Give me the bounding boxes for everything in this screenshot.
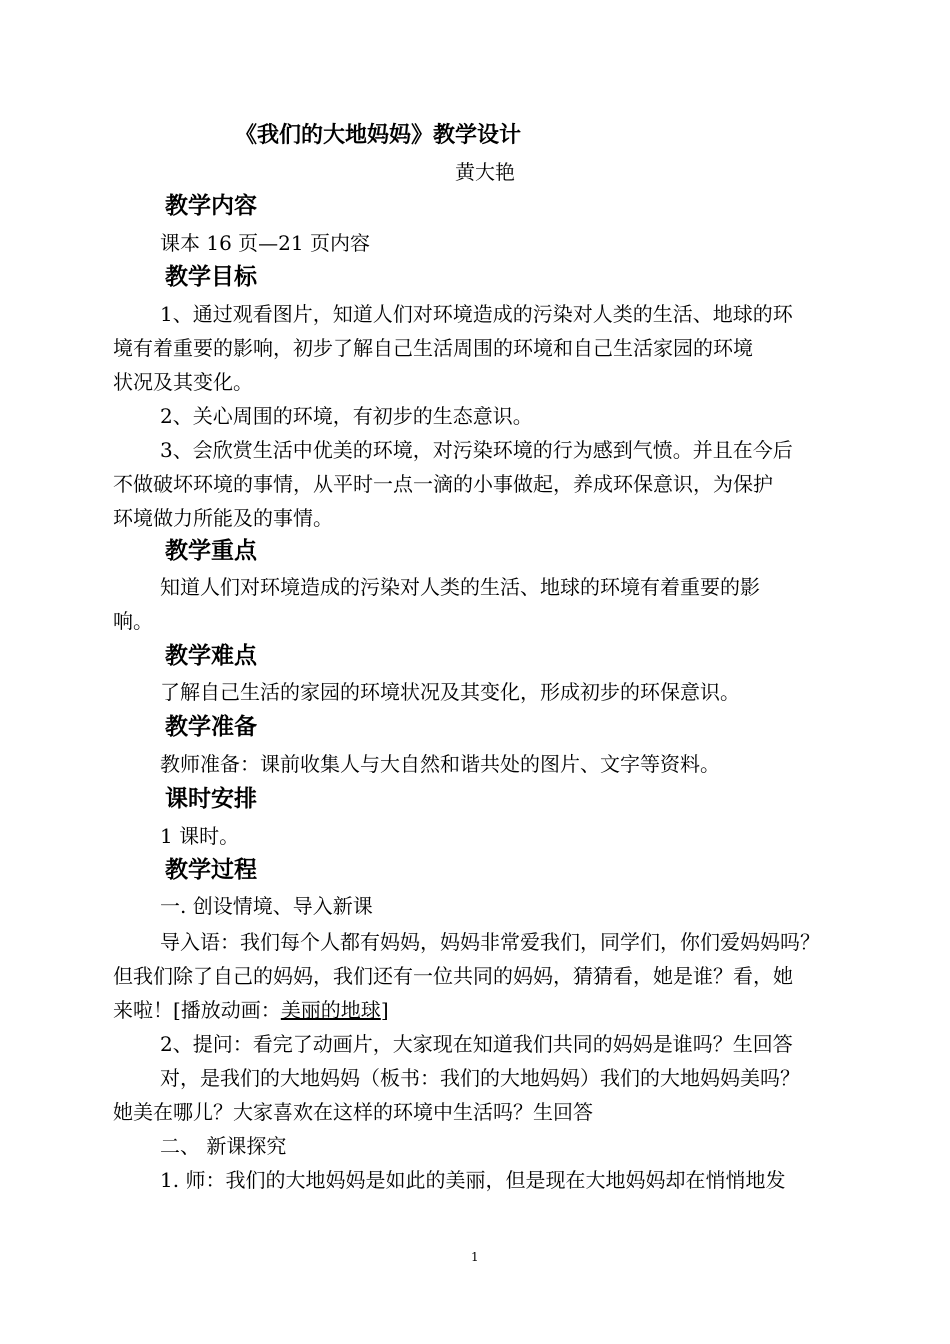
author-name: 黄大艳 [455,160,515,184]
schedule-text: 1 课时。 [160,824,240,848]
document-title: 《我们的大地妈妈》教学设计 [235,123,522,148]
goal-line: 状况及其变化。 [113,370,253,394]
focus-line: 响。 [113,609,153,633]
process-line-prefix: 来啦！[播放动画： [113,998,281,1022]
animation-link[interactable]: 美丽的地球 [280,998,381,1022]
process-line: 导入语：我们每个人都有妈妈，妈妈非常爱我们，同学们，你们爱妈妈吗？ [160,930,820,954]
section-heading-preparation: 教学准备 [165,714,257,740]
goal-line: 环境做力所能及的事情。 [113,506,333,530]
focus-line: 知道人们对环境造成的污染对人类的生活、地球的环境有着重要的影 [160,575,760,599]
goal-line: 境有着重要的影响，初步了解自己生活周围的环境和自己生活家园的环境 [113,336,753,360]
process-line: 二、 新课探究 [160,1134,287,1158]
section-heading-content: 教学内容 [165,193,257,219]
process-line: 她美在哪儿？大家喜欢在这样的环境中生活吗？生回答 [113,1100,593,1124]
section-heading-focus: 教学重点 [165,538,257,564]
section-heading-process: 教学过程 [165,857,257,883]
goal-line: 2、关心周围的环境，有初步的生态意识。 [160,404,533,428]
process-line: 一. 创设情境、导入新课 [160,894,373,918]
section-heading-goals: 教学目标 [165,264,257,290]
content-text: 课本 16 页—21 页内容 [160,231,370,255]
process-line-suffix: ] [380,998,389,1022]
section-heading-schedule: 课时安排 [165,786,257,812]
process-line: 但我们除了自己的妈妈，我们还有一位共同的妈妈，猜猜看，她是谁？看，她 [113,964,793,988]
page-number: 1 [471,1250,479,1264]
goal-line: 3、会欣赏生活中优美的环境，对污染环境的行为感到气愤。并且在今后 [160,438,793,462]
process-line: 1. 师：我们的大地妈妈是如此的美丽，但是现在大地妈妈却在悄悄地发 [160,1168,786,1192]
section-heading-difficulty: 教学难点 [165,643,257,669]
preparation-text: 教师准备：课前收集人与大自然和谐共处的图片、文字等资料。 [160,752,720,776]
process-line: 2、提问：看完了动画片，大家现在知道我们共同的妈妈是谁吗？生回答 [160,1032,793,1056]
process-line [113,998,389,1022]
goal-line: 1、通过观看图片，知道人们对环境造成的污染对人类的生活、地球的环 [160,302,793,326]
process-line: 对，是我们的大地妈妈（板书：我们的大地妈妈）我们的大地妈妈美吗？ [160,1066,800,1090]
difficulty-text: 了解自己生活的家园的环境状况及其变化，形成初步的环保意识。 [160,680,740,704]
goal-line: 不做破坏环境的事情，从平时一点一滴的小事做起，养成环保意识，为保护 [113,472,773,496]
